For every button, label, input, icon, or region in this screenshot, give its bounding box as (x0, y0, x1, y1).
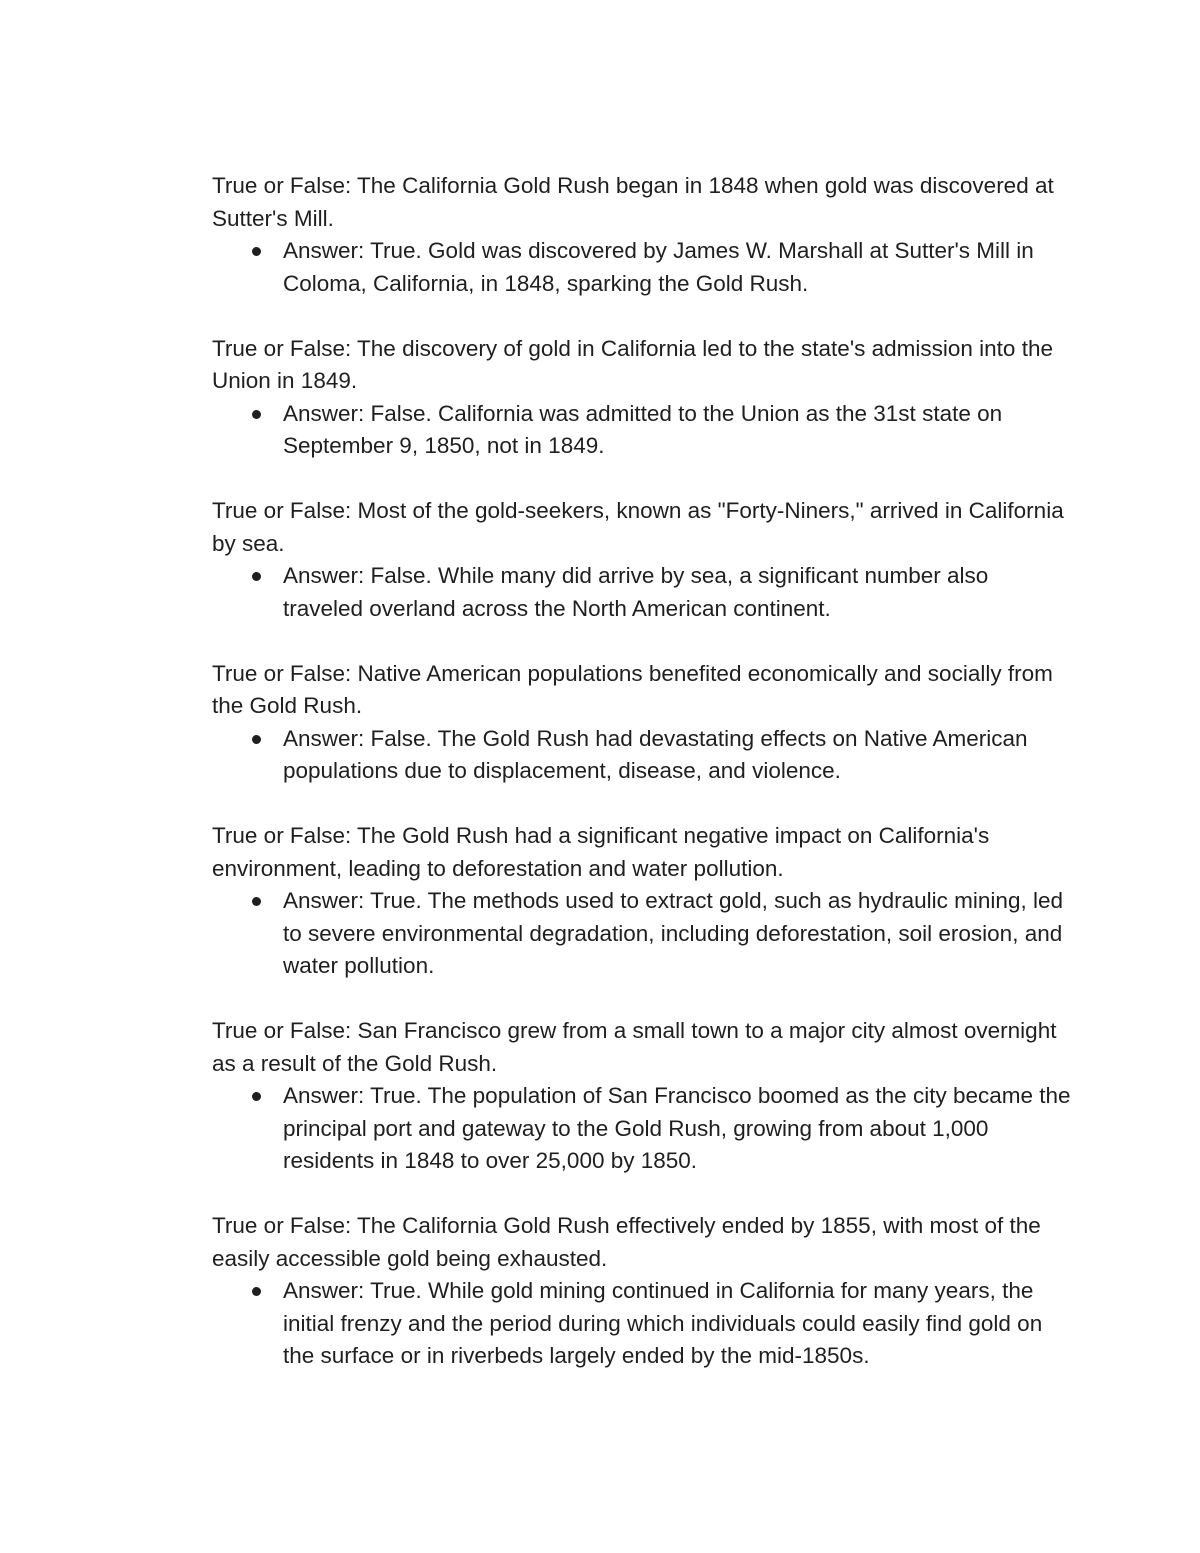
bullet-icon (252, 247, 261, 256)
document-body (212, 170, 1072, 1405)
bullet-icon (252, 1092, 261, 1101)
question-text: True or False: The California Gold Rush effectively ended by 1855, with most of the easily accessible gold being exhausted. (212, 1213, 1041, 1271)
question-text: True or False: San Francisco grew from a small town to a major city almost overnight as a result of the Gold Rush. (212, 1018, 1057, 1076)
answer-text: Answer: True. The methods used to extract gold, such as hydraulic mining, led to severe environmental degradation, including deforestation, soil erosion, and water pollution. (283, 888, 1063, 978)
question-text: True or False: The Gold Rush had a significant negative impact on California's environment, leading to deforestation and water pollution. (212, 823, 990, 881)
answer-text: Answer: False. California was admitted to the Union as the 31st state on September 9, 1850, not in 1849. (283, 400, 1003, 458)
answer-text: Answer: True. The population of San Francisco boomed as the city became the principal port and gateway to the Gold Rush, growing from about 1,000 residents in 1848 to over 25,000 by 1850. (283, 1083, 1071, 1173)
bullet-icon (252, 410, 261, 419)
answer-text: Answer: True. Gold was discovered by James W. Marshall at Sutter's Mill in Coloma, California, in 1848, sparking the Gold Rush. (283, 238, 1034, 296)
answer-text: Answer: False. While many did arrive by sea, a significant number also traveled overland across the North American continent. (283, 563, 989, 621)
question-text: True or False: Native American populations benefited economically and socially from the Gold Rush. (212, 660, 1053, 718)
question-text: True or False: Most of the gold-seekers, known as "Forty-Niners," arrived in California by sea. (212, 498, 1064, 556)
answer-item (212, 723, 1072, 788)
qa-item (212, 170, 1072, 300)
bullet-icon (252, 572, 261, 581)
answer-list (212, 560, 1072, 625)
answer-item (212, 235, 1072, 300)
bullet-icon (252, 1287, 261, 1296)
answer-item (212, 398, 1072, 463)
answer-item (212, 885, 1072, 983)
question-text: True or False: The discovery of gold in California led to the state's admission into the Union in 1849. (212, 335, 1053, 393)
answer-list (212, 723, 1072, 788)
answer-list (212, 1080, 1072, 1178)
answer-list (212, 235, 1072, 300)
answer-text: Answer: True. While gold mining continued in California for many years, the initial frenzy and the period during which individuals could easily find gold on the surface or in riverbeds largely ended by the mid-1850s. (283, 1278, 1043, 1368)
qa-item (212, 658, 1072, 788)
qa-item (212, 1015, 1072, 1178)
answer-list (212, 885, 1072, 983)
qa-item (212, 333, 1072, 463)
answer-item (212, 560, 1072, 625)
question-text: True or False: The California Gold Rush began in 1848 when gold was discovered at Sutter's Mill. (212, 173, 1054, 231)
answer-item (212, 1275, 1072, 1373)
answer-list (212, 398, 1072, 463)
answer-item (212, 1080, 1072, 1178)
answer-list (212, 1275, 1072, 1373)
qa-item (212, 820, 1072, 983)
qa-item (212, 495, 1072, 625)
bullet-icon (252, 897, 261, 906)
qa-item (212, 1210, 1072, 1373)
bullet-icon (252, 735, 261, 744)
answer-text: Answer: False. The Gold Rush had devastating effects on Native American populations due to displacement, disease, and violence. (283, 725, 1028, 783)
